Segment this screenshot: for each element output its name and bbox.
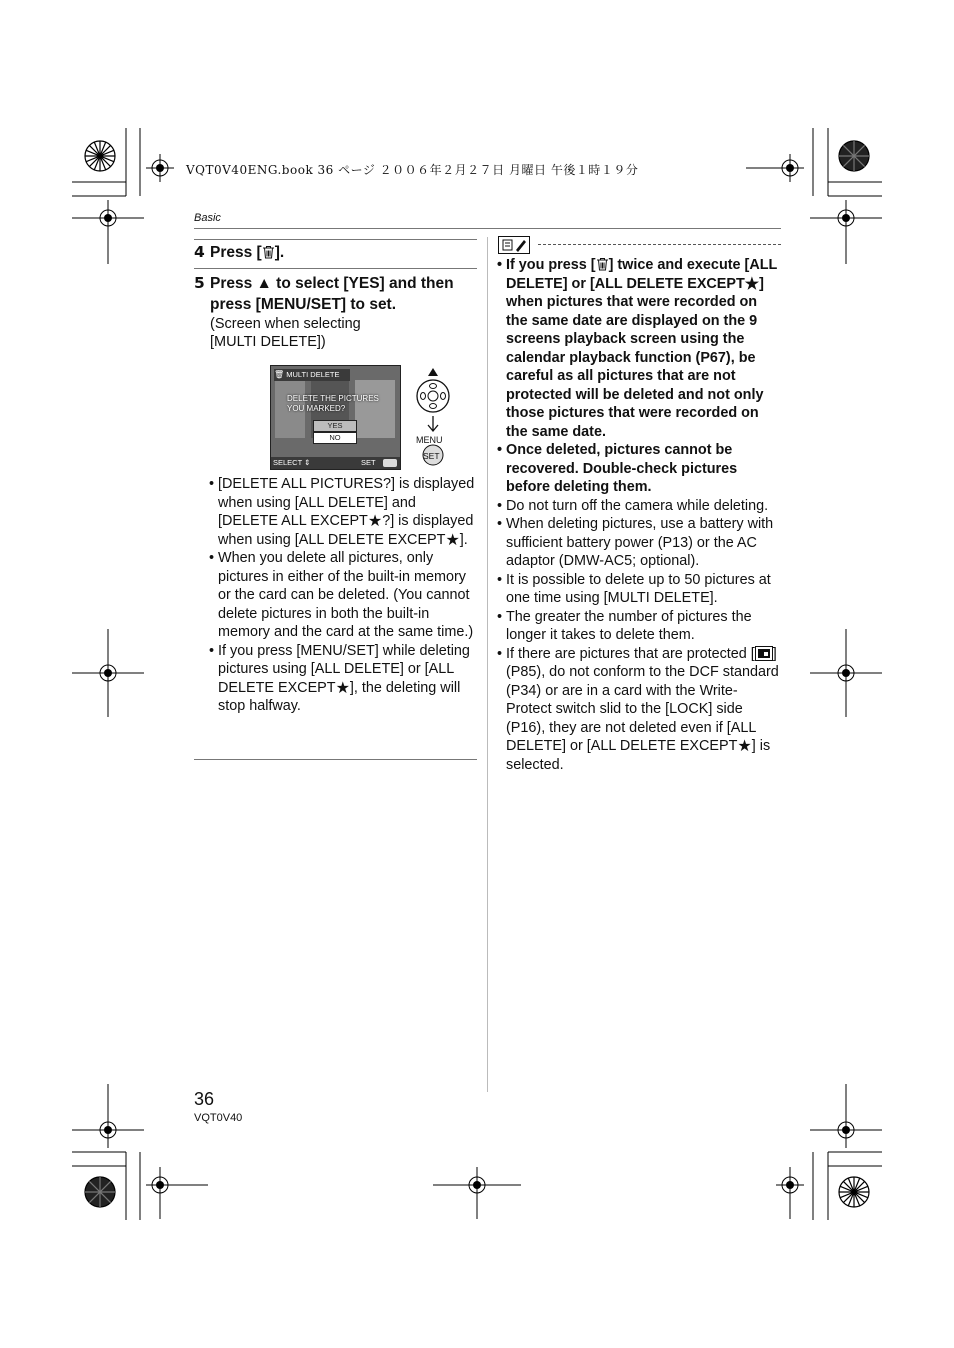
trash-icon	[596, 257, 609, 271]
column-divider	[487, 237, 488, 1092]
menu-label: MENU	[416, 435, 443, 445]
list-item: • If there are pictures that are protected [ ] (P85), do not conform to the DCF standard (P34) or are in a card with the Write-Protect switch slid to the [LOCK] side (P16), they are not deleted even if [ALL DELETE] or [ALL DELETE EXCEPT★] is selected.	[497, 645, 781, 775]
step-number: 4	[194, 243, 205, 261]
header-rule	[194, 228, 781, 229]
note-icon	[498, 236, 530, 254]
list-item: • When you delete all pictures, only pictures in either of the built-in memory or the card can be deleted. (You cannot delete pictures in both the built-in memory and the card at the same time.)	[209, 549, 477, 642]
trash-icon	[262, 245, 275, 259]
list-item: • Do not turn off the camera while deleting.	[497, 497, 781, 516]
step4-top-rule	[194, 239, 477, 240]
lcd-message: DELETE THE PICTURES YOU MARKED?	[287, 394, 379, 413]
lcd-select-label: SELECT ⇕	[273, 458, 311, 467]
lcd-bottom-bar	[271, 457, 400, 469]
list-item: • When deleting pictures, use a battery with sufficient battery power (P13) or the AC adaptor (DMW-AC5; optional).	[497, 515, 781, 571]
model-code: VQT0V40	[194, 1112, 243, 1124]
lcd-screen	[270, 365, 401, 470]
section-label: Basic	[194, 212, 221, 224]
star-icon: ★	[737, 738, 752, 755]
list-item: • Once deleted, pictures cannot be recovered. Double-check pictures before deleting them.	[497, 441, 781, 497]
page-number: 36	[194, 1089, 215, 1109]
step4-bottom-rule	[194, 268, 477, 269]
star-icon: ★	[335, 679, 350, 697]
trash-icon: 🗑	[274, 370, 285, 379]
set-button-label: SET	[423, 451, 440, 461]
list-item: • It is possible to delete up to 50 pictures at one time using [MULTI DELETE].	[497, 571, 781, 608]
step-5: 5 Press ▲ to select [YES] and then press [MENU/SET] to set.	[194, 274, 454, 313]
list-item: • [DELETE ALL PICTURES?] is displayed when using [ALL DELETE] and [DELETE ALL EXCEPT★?] is displayed when using [ALL DELETE EXCEPT★].	[209, 475, 477, 549]
screen-caption: (Screen when selecting [MULTI DELETE])	[210, 316, 361, 350]
lcd-set-button-icon	[383, 459, 397, 467]
right-bullets	[497, 256, 781, 774]
note-dashed-rule	[538, 244, 781, 245]
left-bullets	[209, 475, 477, 716]
protect-icon	[755, 646, 773, 661]
step-4: 4 Press [ ].	[194, 243, 285, 261]
lcd-option-yes[interactable]: YES	[313, 420, 357, 432]
list-item: • If you press [ ] twice and execute [ALL DELETE] or [ALL DELETE EXCEPT★] when pictures that were recorded on the same date are displayed on the 9 screens playback screen using the calendar playback function (P67), be careful as all pictures that are not protected will be deleted and not only those pictures that were recorded on the same date.	[497, 256, 781, 441]
star-icon: ★	[445, 531, 460, 549]
list-item: • If you press [MENU/SET] while deleting pictures using [ALL DELETE] or [ALL DELETE EXCEPT★], the deleting will stop halfway.	[209, 642, 477, 716]
lcd-option-no[interactable]: NO	[313, 432, 357, 444]
step-number: 5	[194, 274, 205, 292]
star-icon: ★	[744, 275, 760, 293]
print-header: VQT0V40ENG.book 36 ページ ２００６年２月２７日 月曜日 午後１時１９分	[186, 163, 639, 177]
left-bottom-rule	[194, 759, 477, 760]
list-item: • The greater the number of pictures the longer it takes to delete them.	[497, 608, 781, 645]
lcd-set-label: SET	[361, 458, 376, 467]
star-icon: ★	[367, 513, 383, 530]
lcd-title-bar: 🗑 MULTI DELETE	[274, 369, 350, 381]
up-arrow-icon	[428, 368, 438, 376]
